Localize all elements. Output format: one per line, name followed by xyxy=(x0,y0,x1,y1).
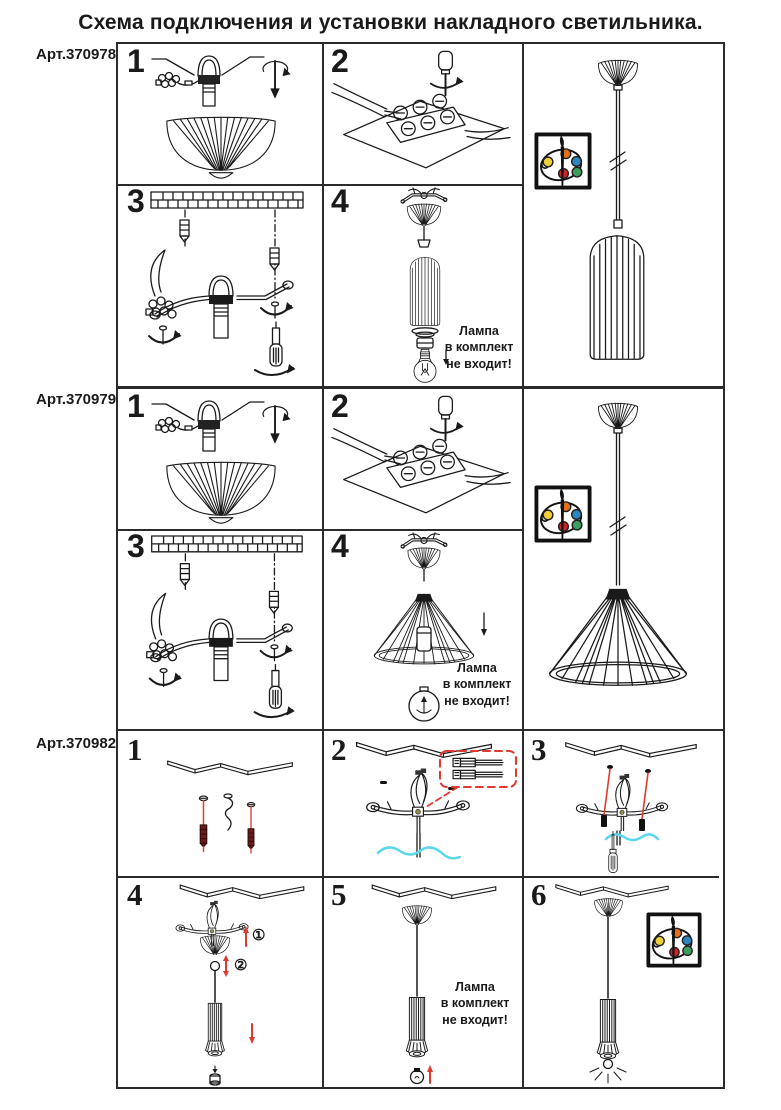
illustration-mount-and-bowl xyxy=(118,44,322,184)
assembled-lamp-panel xyxy=(522,389,719,729)
step-panel-2 xyxy=(322,389,522,529)
article-number-3: Арт.370982 xyxy=(36,735,117,752)
article-number-2: Арт.370979 xyxy=(36,391,117,408)
step-panel-3 xyxy=(118,529,322,729)
lamp-note-line: в комплект xyxy=(440,996,510,1011)
step-number: 3 xyxy=(531,732,547,767)
lamp-note xyxy=(436,323,522,372)
step-panel-2 xyxy=(322,731,522,876)
step-panel-4 xyxy=(322,184,522,386)
step-number: 1 xyxy=(127,388,145,424)
step-panel-4 xyxy=(322,529,522,729)
palette-icon xyxy=(536,134,589,187)
step-panel-5 xyxy=(322,876,522,1087)
assembled-lamp-panel xyxy=(522,44,719,386)
illustration-mount-and-bowl xyxy=(118,389,322,529)
illustration-wiring xyxy=(322,389,522,529)
callout-step-2: ② xyxy=(234,957,248,974)
lamp-note xyxy=(434,660,520,709)
illustration-assembled-pendant xyxy=(522,389,719,729)
illustration-anchors xyxy=(118,731,322,876)
step-number: 4 xyxy=(331,183,349,219)
step-panel-2 xyxy=(322,44,522,184)
illustration-ceiling-mount xyxy=(118,184,322,386)
lamp-note-line: Лампа xyxy=(455,980,495,994)
illustration-assembled-pendant xyxy=(522,44,719,386)
section-370978 xyxy=(116,42,725,388)
palette-icon xyxy=(648,914,699,965)
callout-step-1: ① xyxy=(252,927,266,944)
step-number: 6 xyxy=(531,877,547,912)
lamp-note xyxy=(432,979,518,1028)
step-number: 1 xyxy=(127,732,143,767)
section-370982 xyxy=(116,729,725,1089)
illustration-wiring xyxy=(322,44,522,184)
lamp-note-line: Лампа xyxy=(457,661,497,675)
palette-icon xyxy=(536,487,589,540)
illustration-finished-pendant xyxy=(522,876,719,1087)
lamp-note-line: не входит! xyxy=(442,1012,508,1027)
step-number: 2 xyxy=(331,388,349,424)
lamp-note-line: не входит! xyxy=(444,693,510,708)
lamp-note-line: в комплект xyxy=(442,677,512,692)
step-number: 3 xyxy=(127,183,145,219)
step-panel-1 xyxy=(118,389,322,529)
step-panel-1 xyxy=(118,44,322,184)
step-panel-1 xyxy=(118,731,322,876)
article-number-1: Арт.370978 xyxy=(36,46,117,63)
step-panel-3 xyxy=(118,184,322,386)
step-panel-6 xyxy=(522,876,719,1087)
lamp-note-line: Лампа xyxy=(459,324,499,338)
lamp-note-line: в комплект xyxy=(444,340,514,355)
step-panel-3 xyxy=(522,731,719,876)
step-number: 2 xyxy=(331,732,347,767)
step-number: 1 xyxy=(127,43,145,79)
step-number: 4 xyxy=(331,528,349,564)
lamp-note-line: не входит! xyxy=(446,356,512,371)
step-number: 2 xyxy=(331,43,349,79)
step-panel-4 xyxy=(118,876,322,1087)
step-number: 5 xyxy=(331,877,347,912)
page-title: Схема подключения и установки накладного светильника. xyxy=(78,11,703,34)
illustration-ceiling-mount xyxy=(118,529,322,729)
illustration-bracket-screws xyxy=(522,731,719,876)
illustration-canopy-cord-shade xyxy=(118,876,322,1087)
step-number: 4 xyxy=(127,877,143,912)
illustration-wire-connectors xyxy=(322,731,522,876)
section-370979 xyxy=(116,387,725,731)
step-number: 3 xyxy=(127,528,145,564)
